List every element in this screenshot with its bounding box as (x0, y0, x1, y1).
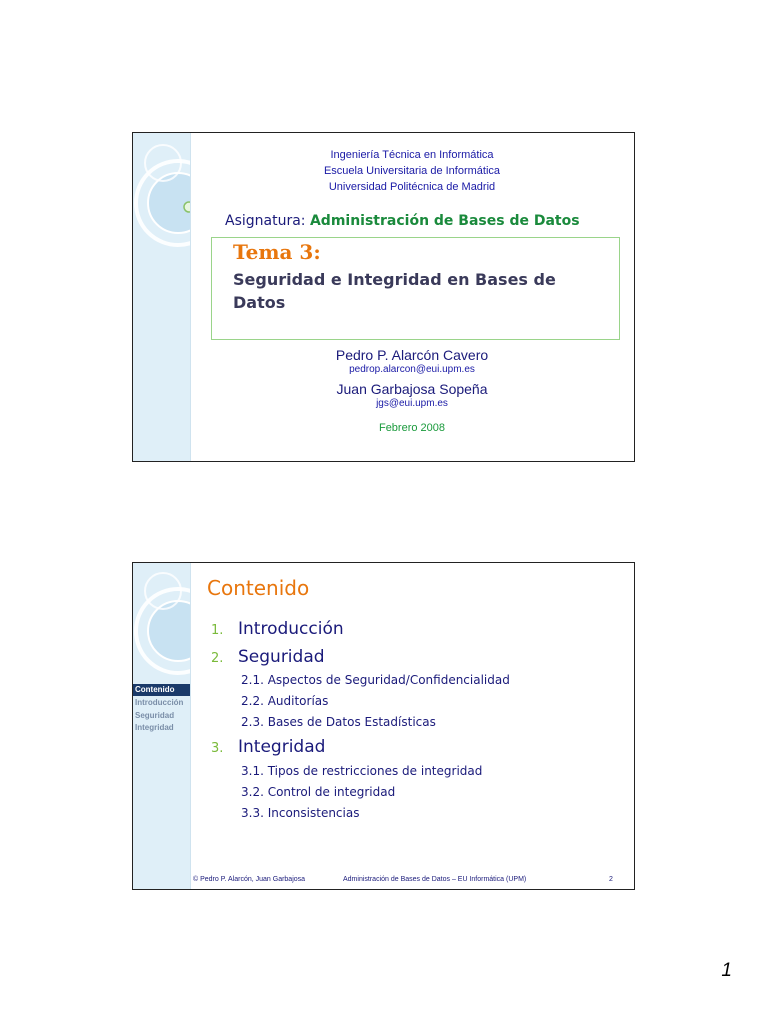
item-label: Introducción (238, 619, 344, 639)
slide-title: Contenido (207, 576, 310, 600)
author-email: jgs@eui.upm.es (376, 398, 448, 409)
nav-item-contenido: Contenido (133, 684, 190, 696)
institution-block (190, 147, 634, 195)
decorative-strip (133, 133, 191, 461)
author-email: pedrop.alarcon@eui.upm.es (349, 364, 475, 375)
topic-box (211, 237, 620, 340)
nav-item-seguridad: Seguridad (135, 711, 175, 720)
subject-name: Administración de Bases de Datos (309, 213, 580, 229)
page-number: 1 (721, 960, 732, 981)
contents-subitem: 2.1. Aspectos de Seguridad/Confidencialidad (241, 673, 510, 687)
contents-item (211, 619, 344, 639)
contents-subitem: 2.2. Auditorías (241, 694, 329, 708)
contents-item (211, 647, 325, 667)
item-number: 3. (211, 741, 224, 756)
item-number: 1. (211, 623, 224, 638)
nav-item-integridad: Integridad (135, 723, 174, 732)
institution-line: Universidad Politécnica de Madrid (328, 181, 496, 193)
topic-subtitle: Seguridad e Integridad en Bases de Datos (233, 270, 556, 312)
footer-slide-number: 2 (609, 876, 613, 883)
contents-subitem: 3.1. Tipos de restricciones de integridad (241, 764, 483, 778)
author-name: Pedro P. Alarcón Cavero (335, 347, 489, 363)
subject-line (225, 213, 580, 229)
footer-copyright: © Pedro P. Alarcón, Juan Garbajosa (193, 876, 306, 883)
footer-course: Administración de Bases de Datos – EU Informática (UPM) (343, 876, 527, 883)
author-name: Juan Garbajosa Sopeña (336, 381, 488, 397)
bubble-decoration (133, 133, 190, 461)
contents-subitem: 3.3. Inconsistencias (241, 806, 360, 820)
item-number: 2. (211, 651, 224, 666)
subject-label: Asignatura: (225, 213, 306, 229)
institution-line: Ingeniería Técnica en Informática (330, 149, 494, 161)
institution-line: Escuela Universitaria de Informática (323, 165, 501, 177)
date: Febrero 2008 (378, 422, 446, 434)
nav-item-introduccion: Introducción (135, 698, 184, 707)
item-label: Seguridad (238, 647, 325, 667)
contents-subitem: 3.2. Control de integridad (241, 785, 396, 799)
item-label: Integridad (238, 737, 326, 757)
topic-title: Tema 3: (233, 240, 321, 264)
contents-subitem: 2.3. Bases de Datos Estadísticas (241, 715, 436, 729)
contents-slide (132, 562, 635, 890)
decorative-strip (133, 563, 191, 889)
title-slide (132, 132, 635, 462)
contents-item (211, 737, 325, 757)
